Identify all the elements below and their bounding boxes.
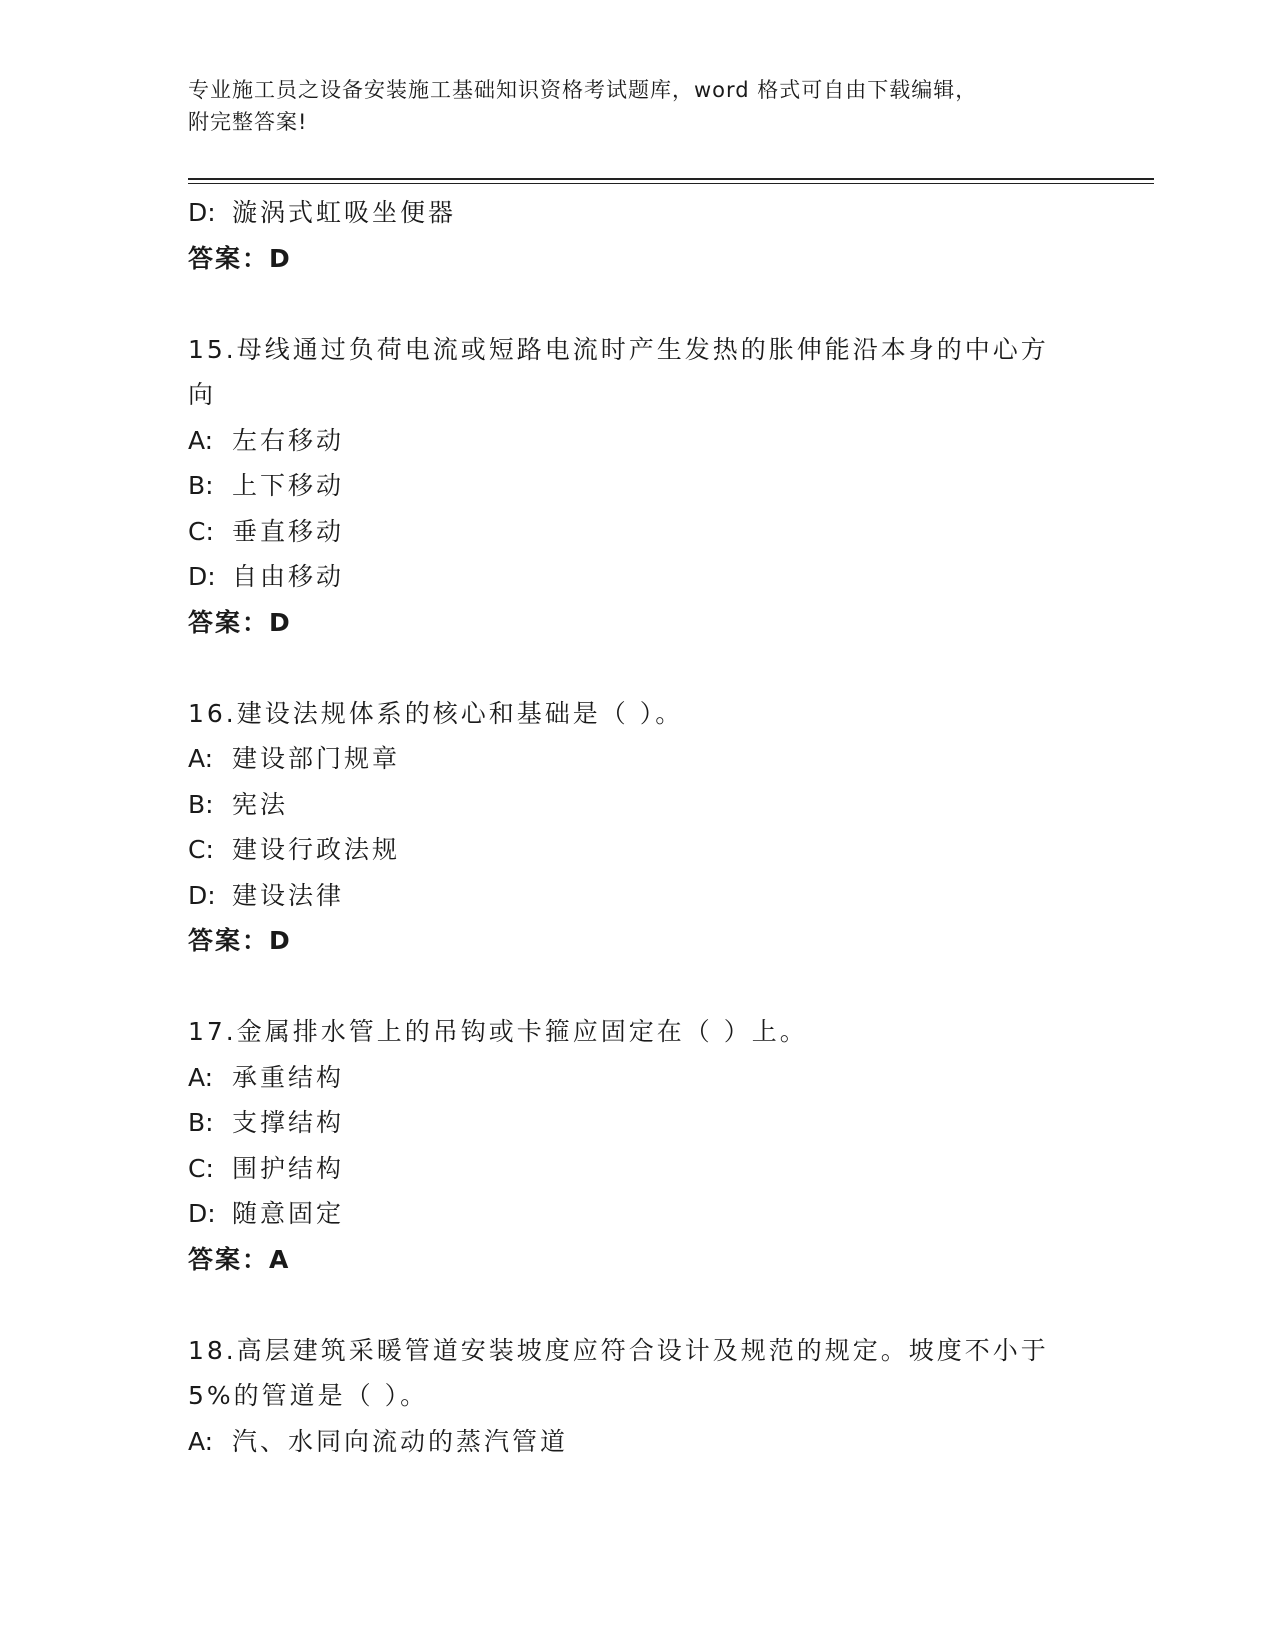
- header-line-1: 专业施工员之设备安装施工基础知识资格考试题库，word 格式可自由下载编辑，: [188, 78, 978, 102]
- option-text: 垂直移动: [232, 516, 345, 546]
- question-number: 15.: [188, 334, 237, 364]
- option-text: 建设行政法规: [232, 835, 401, 864]
- option-letter: D:: [188, 562, 216, 591]
- spacer: [188, 1282, 1088, 1328]
- option-text: 上下移动: [232, 471, 345, 500]
- answer-line: 答案：A: [188, 1244, 291, 1274]
- header-divider: [188, 178, 1154, 184]
- option-d: [188, 1191, 1088, 1237]
- question-number: 17.: [188, 1017, 237, 1046]
- option-b: [188, 1100, 1088, 1146]
- option-letter: C:: [188, 1153, 214, 1183]
- question-number: 16.: [188, 698, 237, 728]
- question-15-stem: [188, 327, 1088, 373]
- option-text: 漩涡式虹吸坐便器: [232, 198, 457, 227]
- option-letter: C:: [188, 516, 214, 546]
- option-letter: B:: [188, 471, 214, 500]
- option-c: [188, 509, 1088, 555]
- option-letter: A:: [188, 425, 214, 455]
- option-b: [188, 463, 1088, 509]
- option-letter: D:: [188, 198, 216, 227]
- option-text: 宪法: [232, 789, 289, 819]
- answer-line: 答案：D: [188, 243, 292, 273]
- option-letter: A:: [188, 744, 214, 773]
- header-line-2: 附完整答案!: [188, 110, 308, 134]
- option-letter: D:: [188, 880, 216, 910]
- option-text: 随意固定: [232, 1199, 345, 1228]
- spacer: [188, 645, 1088, 691]
- option-text: 围护结构: [232, 1153, 345, 1183]
- option-text: 汽、水同向流动的蒸汽管道: [232, 1426, 569, 1456]
- question-15-stem-cont: 向: [188, 380, 217, 409]
- option-letter: A:: [188, 1062, 214, 1092]
- option-c: [188, 1146, 1088, 1192]
- option-c: [188, 827, 1088, 873]
- question-text: 金属排水管上的吊钩或卡箍应固定在（ ）上。: [236, 1017, 808, 1046]
- option-a: [188, 418, 1088, 464]
- option-text: 支撑结构: [232, 1108, 345, 1137]
- option-letter: B:: [188, 789, 214, 819]
- option-letter: D:: [188, 1199, 216, 1228]
- question-18-stem-cont: 5%的管道是（ ）。: [188, 1381, 429, 1410]
- question-text: 高层建筑采暖管道安装坡度应符合设计及规范的规定。坡度不小于: [236, 1335, 1049, 1365]
- question-text: 建设法规体系的核心和基础是（ ）。: [236, 698, 684, 728]
- option-text: 建设法律: [232, 880, 345, 910]
- option-d: [188, 873, 1088, 919]
- option-a: [188, 1055, 1088, 1101]
- question-number: 18.: [188, 1335, 237, 1365]
- option-letter: B:: [188, 1108, 214, 1137]
- answer-line: 答案：D: [188, 607, 292, 637]
- document-body: [188, 190, 1088, 1464]
- option-text: 承重结构: [232, 1062, 345, 1092]
- option-a: [188, 1419, 1088, 1465]
- question-text: 母线通过负荷电流或短路电流时产生发热的胀伸能沿本身的中心方: [236, 334, 1049, 364]
- question-16-stem: [188, 691, 1088, 737]
- option-d: [188, 190, 1088, 236]
- option-d: [188, 554, 1088, 600]
- option-text: 左右移动: [232, 425, 345, 455]
- option-b: [188, 782, 1088, 828]
- question-18-stem: [188, 1328, 1088, 1374]
- option-letter: A:: [188, 1426, 214, 1456]
- option-letter: C:: [188, 835, 214, 864]
- question-17-stem: [188, 1009, 1088, 1055]
- option-text: 自由移动: [232, 562, 345, 591]
- document-header: [188, 74, 1088, 138]
- option-text: 建设部门规章: [232, 744, 401, 773]
- option-a: [188, 736, 1088, 782]
- answer-line: 答案：D: [188, 926, 292, 955]
- spacer: [188, 281, 1088, 327]
- spacer: [188, 964, 1088, 1010]
